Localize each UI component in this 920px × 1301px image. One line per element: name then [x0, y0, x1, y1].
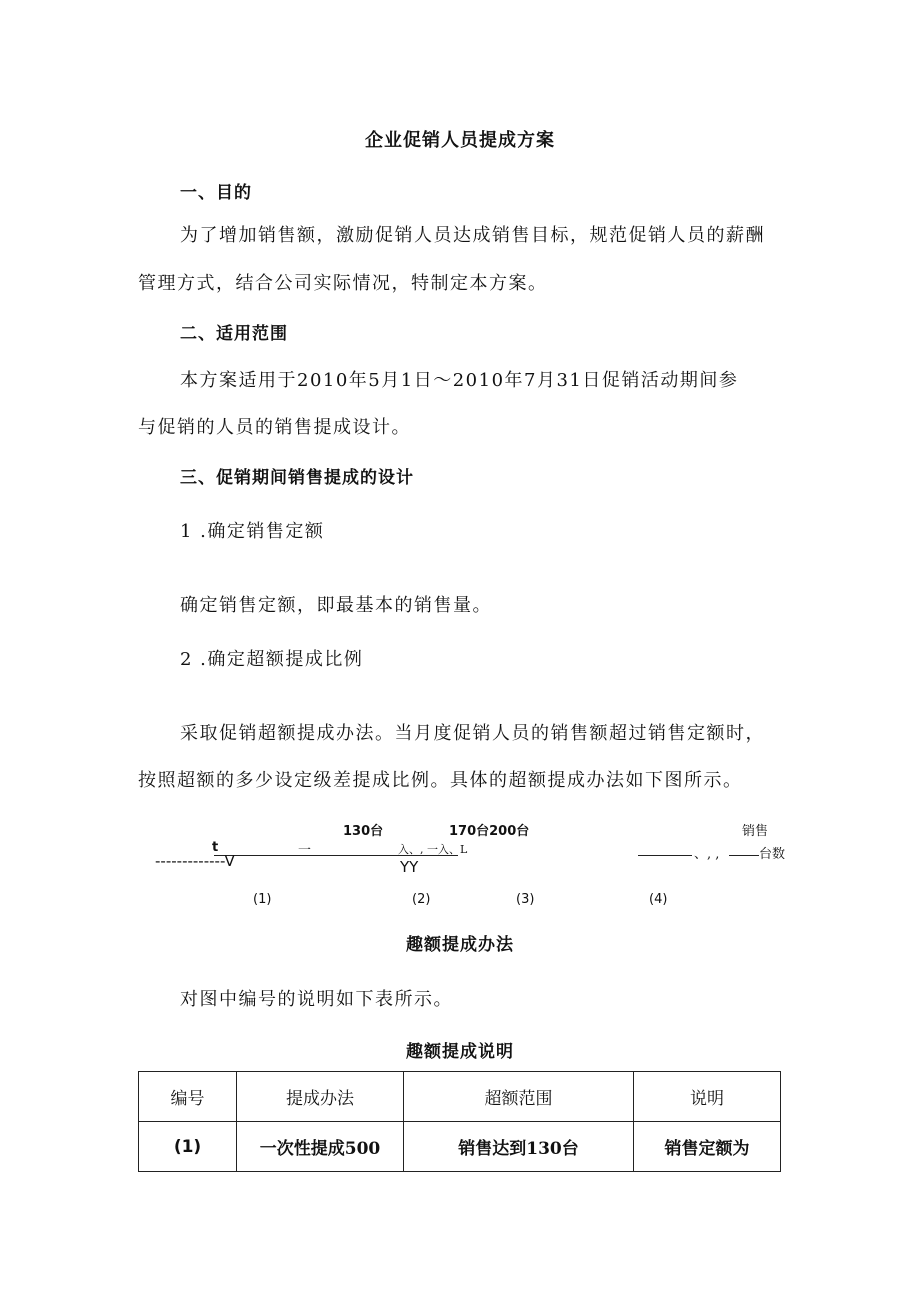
figure-dash-line: -------------V [155, 852, 235, 870]
figure-label-170-200: 170台200台 [449, 824, 530, 839]
figure-marker-3: (3) [516, 892, 535, 907]
commission-table [138, 1071, 781, 1172]
section-1-heading: 一、目的 [180, 183, 252, 203]
figure-right-marks: 、, , [694, 847, 720, 862]
figure-marker-2: (2) [412, 892, 431, 907]
table-header-cell: 说明 [634, 1072, 781, 1122]
figure-dash-mark: 一 [298, 843, 312, 858]
table-cell: 一次性提成500 [237, 1122, 404, 1172]
table-row [139, 1122, 781, 1172]
figure-mid-marks: 入、, 一入、L [398, 843, 468, 856]
figure-marker-4: (4) [649, 892, 668, 907]
subsection-2-paragraph-line-2: 按照超额的多少设定级差提成比例。具体的超额提成办法如下图所示。 [138, 770, 743, 791]
figure-label-130: 130台 [343, 824, 384, 839]
figure-t-mark: t [212, 840, 219, 855]
section-2-paragraph-line-1: 本方案适用于2010年5月1日～2010年7月31日促销活动期间参 [180, 370, 739, 391]
section-2-paragraph-line-2: 与促销的人员的销售提成设计。 [138, 417, 411, 438]
figure-yy-mark: YY [400, 858, 419, 876]
table-header-cell: 超额范围 [404, 1072, 634, 1122]
figure-baseline-right-1 [638, 855, 692, 856]
subsection-1-heading: 1 .确定销售定额 [180, 521, 325, 542]
table-header-cell: 提成办法 [237, 1072, 404, 1122]
section-2-heading: 二、适用范围 [180, 324, 288, 344]
section-1-paragraph-line-2: 管理方式，结合公司实际情况，特制定本方案。 [138, 273, 548, 294]
subsection-2-paragraph-line-1: 采取促销超额提成办法。当月度促销人员的销售额超过销售定额时， [180, 723, 765, 744]
section-3-heading: 三、促销期间销售提成的设计 [180, 468, 414, 488]
subsection-2-heading: 2 .确定超额提成比例 [180, 649, 364, 670]
after-figure-text: 对图中编号的说明如下表所示。 [180, 989, 453, 1010]
subsection-1-text: 确定销售定额，即最基本的销售量。 [180, 595, 492, 616]
figure-caption: 趣额提成办法 [406, 935, 514, 955]
figure-baseline-right-2 [729, 855, 759, 856]
figure-marker-1: (1) [253, 892, 272, 907]
figure-sales-label: 销售 [742, 824, 769, 839]
figure-units-label: 台数 [759, 847, 786, 862]
table-caption: 趣额提成说明 [406, 1042, 514, 1062]
document-title: 企业促销人员提成方案 [365, 130, 555, 151]
table-header-row [139, 1072, 781, 1122]
table-header-cell: 编号 [139, 1072, 237, 1122]
table-cell: 销售定额为 [634, 1122, 781, 1172]
table-cell: (1) [139, 1122, 237, 1172]
section-1-paragraph-line-1: 为了增加销售额，激励促销人员达成销售目标，规范促销人员的薪酬 [180, 225, 765, 246]
table-cell: 销售达到130台 [404, 1122, 634, 1172]
